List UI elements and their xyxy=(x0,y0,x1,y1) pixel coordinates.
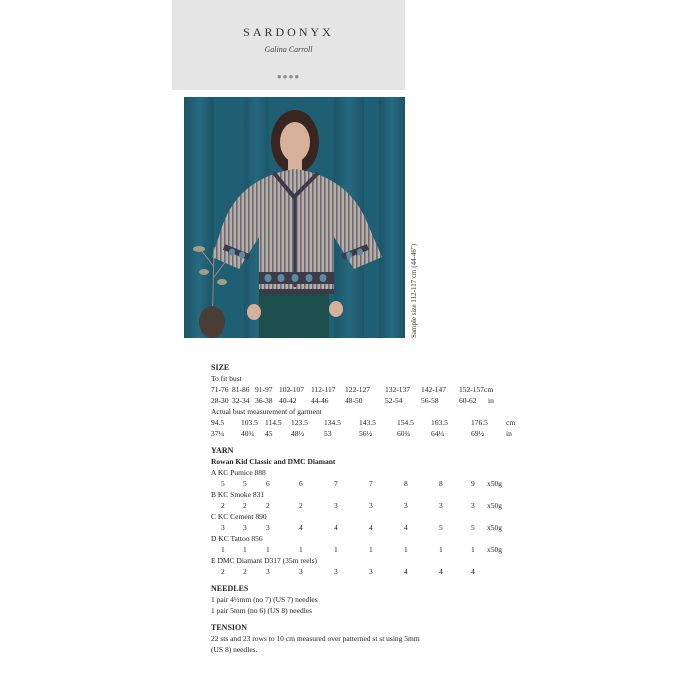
size-cell: 176.5 xyxy=(471,418,488,427)
size-cell: 60¾ xyxy=(397,429,411,438)
yarn-quantity: 1 xyxy=(439,545,443,554)
yarn-quantity: 3 xyxy=(471,501,475,510)
yarn-quantity: 4 xyxy=(439,567,443,576)
yarn-quantity: 4 xyxy=(369,523,373,532)
size-cell: 36-38 xyxy=(255,396,273,405)
size-cell: 103.5 xyxy=(241,418,258,427)
sample-size-caption: Sample size 112-117 cm (44-46") xyxy=(410,243,418,338)
yarn-quantity: 5 xyxy=(439,523,443,532)
yarn-quantity-row xyxy=(211,500,511,511)
yarn-quantity: 3 xyxy=(334,501,338,510)
yarn-quantity: 2 xyxy=(221,567,225,576)
yarn-quantity: 5 xyxy=(221,479,225,488)
yarn-quantity: 8 xyxy=(439,479,443,488)
size-cell: 122-127 xyxy=(345,385,370,394)
yarn-quantity: 2 xyxy=(221,501,225,510)
yarn-quantity-row xyxy=(211,544,511,555)
size-cell: 123.5 xyxy=(291,418,308,427)
size-cell: 163.5 xyxy=(431,418,448,427)
yarn-quantity: 6 xyxy=(299,479,303,488)
yarn-quantity: 3 xyxy=(221,523,225,532)
yarn-quantity: 3 xyxy=(369,567,373,576)
yarn-quantity: 1 xyxy=(404,545,408,554)
pattern-details xyxy=(211,362,516,655)
size-cm-row xyxy=(211,384,511,395)
yarn-quantity: 1 xyxy=(471,545,475,554)
yarn-name: C KC Cement 890 xyxy=(211,512,267,521)
yarn-quantity: 1 xyxy=(243,545,247,554)
size-cell: 132-137 xyxy=(385,385,410,394)
actual-in-row xyxy=(211,428,511,439)
yarn-name: E DMC Diamant D317 (35m reels) xyxy=(211,556,318,565)
size-cell: 32-34 xyxy=(232,396,250,405)
yarn-quantity: 6 xyxy=(266,479,270,488)
size-cell: 40¾ xyxy=(241,429,255,438)
yarn-quantity: 5 xyxy=(471,523,475,532)
size-cell: 56-58 xyxy=(421,396,439,405)
yarn-quantity: 3 xyxy=(243,523,247,532)
size-cell: 48½ xyxy=(291,429,305,438)
size-cell: 44-46 xyxy=(311,396,329,405)
yarn-quantity: 3 xyxy=(266,567,270,576)
size-cell: 81-86 xyxy=(232,385,250,394)
yarn-quantity: 1 xyxy=(221,545,225,554)
yarn-quantity: 2 xyxy=(266,501,270,510)
size-cell: 40-42 xyxy=(279,396,297,405)
size-cell: 45 xyxy=(265,429,273,438)
yarn-quantity: 2 xyxy=(243,567,247,576)
size-cell: 64¼ xyxy=(431,429,445,438)
yarn-quantity: 7 xyxy=(334,479,338,488)
size-cell: 37¼ xyxy=(211,429,225,438)
actual-cm-row xyxy=(211,417,516,428)
yarn-quantity: 7 xyxy=(369,479,373,488)
yarn-unit: x50g xyxy=(487,523,502,532)
size-cell: 152-157cm xyxy=(459,385,494,394)
yarn-quantity: 2 xyxy=(299,501,303,510)
yarn-quantity: 3 xyxy=(334,567,338,576)
yarn-quantity: 2 xyxy=(243,501,247,510)
needles-line-2: 1 pair 5mm (no 6) (US 8) needles xyxy=(211,606,313,615)
size-cell: 112-117 xyxy=(311,385,336,394)
yarn-quantity: 4 xyxy=(404,523,408,532)
size-cell: 134.5 xyxy=(324,418,341,427)
yarn-quantity-row xyxy=(211,478,511,489)
yarn-quantity: 9 xyxy=(471,479,475,488)
size-cell: in xyxy=(488,396,494,405)
yarn-quantity: 4 xyxy=(471,567,475,576)
tension-line-2: (US 8) needles. xyxy=(211,645,258,654)
yarn-quantity: 1 xyxy=(299,545,303,554)
size-cell: 53 xyxy=(324,429,332,438)
yarn-name: D KC Tattoo 856 xyxy=(211,534,263,543)
size-cell: 154.5 xyxy=(397,418,414,427)
yarn-quantity: 3 xyxy=(266,523,270,532)
size-cell: 69½ xyxy=(471,429,485,438)
yarn-quantity: 3 xyxy=(369,501,373,510)
size-cell: 94.5 xyxy=(211,418,225,427)
yarn-subheading: Rowan Kid Classic and DMC Diamant xyxy=(211,457,336,466)
yarn-quantity-row xyxy=(211,566,511,577)
size-cell: cm xyxy=(506,418,516,427)
designer-name: Galina Carroll xyxy=(264,45,313,54)
yarn-unit: x50g xyxy=(487,501,502,510)
size-cell: 114.5 xyxy=(265,418,282,427)
size-in-row xyxy=(211,395,511,406)
size-heading: SIZE xyxy=(211,363,230,372)
yarn-unit: x50g xyxy=(487,479,502,488)
tension-heading: TENSION xyxy=(211,623,248,632)
needles-heading: NEEDLES xyxy=(211,584,249,593)
size-cell: 60-62 xyxy=(459,396,477,405)
yarn-quantity-row xyxy=(211,522,511,533)
size-cell: 142-147 xyxy=(421,385,446,394)
pattern-title: SARDONYX xyxy=(243,25,334,39)
pattern-header xyxy=(172,0,405,90)
difficulty-rating: ●●●● xyxy=(276,72,301,81)
size-cell: 28-30 xyxy=(211,396,229,405)
yarn-quantity: 1 xyxy=(266,545,270,554)
yarn-unit: x50g xyxy=(487,545,502,554)
yarn-quantity: 3 xyxy=(404,501,408,510)
size-cell: 91-97 xyxy=(255,385,273,394)
yarn-quantity: 4 xyxy=(404,567,408,576)
size-cell: 52-54 xyxy=(385,396,403,405)
yarn-quantity: 5 xyxy=(243,479,247,488)
tension-line-1: 22 sts and 23 rows to 10 cm measured over patterned st st using 5mm xyxy=(211,634,420,643)
yarn-quantity: 3 xyxy=(299,567,303,576)
size-cell: 71-76 xyxy=(211,385,229,394)
yarn-quantity: 4 xyxy=(334,523,338,532)
yarn-heading: YARN xyxy=(211,446,234,455)
yarn-quantity: 1 xyxy=(334,545,338,554)
yarn-name: A KC Pumice 888 xyxy=(211,468,266,477)
model-photo xyxy=(184,97,405,338)
yarn-quantity: 3 xyxy=(439,501,443,510)
to-fit-label: To fit bust xyxy=(211,374,242,383)
size-cell: 48-50 xyxy=(345,396,363,405)
actual-bust-label: Actual bust measurement of garment xyxy=(211,407,322,416)
yarn-quantity: 1 xyxy=(369,545,373,554)
yarn-quantity: 8 xyxy=(404,479,408,488)
yarn-quantity: 4 xyxy=(299,523,303,532)
size-cell: 143.5 xyxy=(359,418,376,427)
yarn-name: B KC Smoke 831 xyxy=(211,490,265,499)
size-cell: in xyxy=(506,429,512,438)
needles-line-1: 1 pair 4½mm (no 7) (US 7) needles xyxy=(211,595,318,604)
yarn-list xyxy=(211,467,511,577)
size-cell: 102-107 xyxy=(279,385,304,394)
size-cell: 56½ xyxy=(359,429,373,438)
